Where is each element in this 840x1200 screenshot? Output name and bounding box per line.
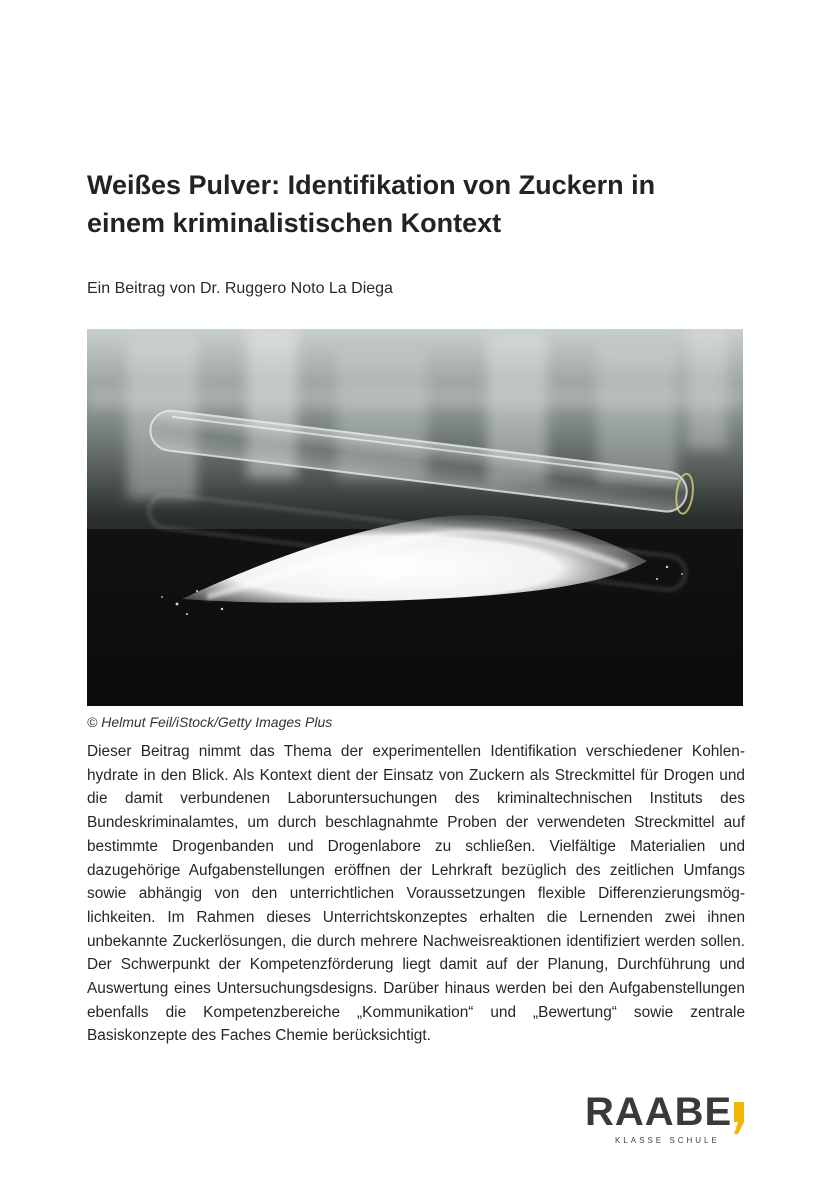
- page-title: [87, 166, 747, 242]
- title-line-2: einem kriminalistischen Kontext: [87, 208, 502, 238]
- photo-credit: © Helmut Feil/iStock/Getty Images Plus: [87, 714, 333, 730]
- abstract-text: Dieser Beitrag nimmt das Thema der experimentellen Identifikation verschiedener Kohlenhydrate in den Blick. Als Kontext dient der Einsatz von Zuckern als Streckmittel für Drogen und die damit verbundenen Laboruntersuchungen des kriminaltechnischen Instituts des Bundeskriminalamtes, um durch beschlagnahmte Proben der verwendeten Streckmittel auf bestimmte Drogenbanden und Drogenlabore zu schließen. Vielfältige Materialien und dazugehörige Aufgabenstellungen eröffnen der Lehrkraft bezüglich des zeitlichen Umfangs sowie abhängig von den unterrichtlichen Voraussetzungen flexible Differenzierungsmöglichkeiten. Im Rahmen dieses Unterrichtskonzeptes erhalten die Lernenden zwei ihnen unbekannte Zuckerlösungen, die durch mehrere Nachweisreaktionen identifiziert werden sollen. Der Schwerpunkt der Kompetenzförderung liegt damit auf der Planung, Durchführung und Auswertung eines Untersuchungsdesigns. Darüber hinaus werden bei den Aufgabenstellungen ebenfalls die Kompetenzbereiche „Kommunikation“ und „Bewertung“ sowie zentrale Basiskonzepte des Faches Chemie berücksichtigt.: [87, 743, 745, 1045]
- cover-photo: [87, 329, 743, 706]
- logo-tagline: KLASSE SCHULE: [615, 1136, 720, 1145]
- raabe-logo: [585, 1090, 755, 1150]
- white-powder-test-tube-photo: [87, 329, 743, 706]
- logo-wordmark: RAABE: [585, 1090, 733, 1134]
- author-line: Ein Beitrag von Dr. Ruggero Noto La Diega: [87, 280, 393, 297]
- title-line-1: Weißes Pulver: Identifikation von Zuckern in: [87, 170, 656, 200]
- logo-comma-icon: [733, 1100, 745, 1134]
